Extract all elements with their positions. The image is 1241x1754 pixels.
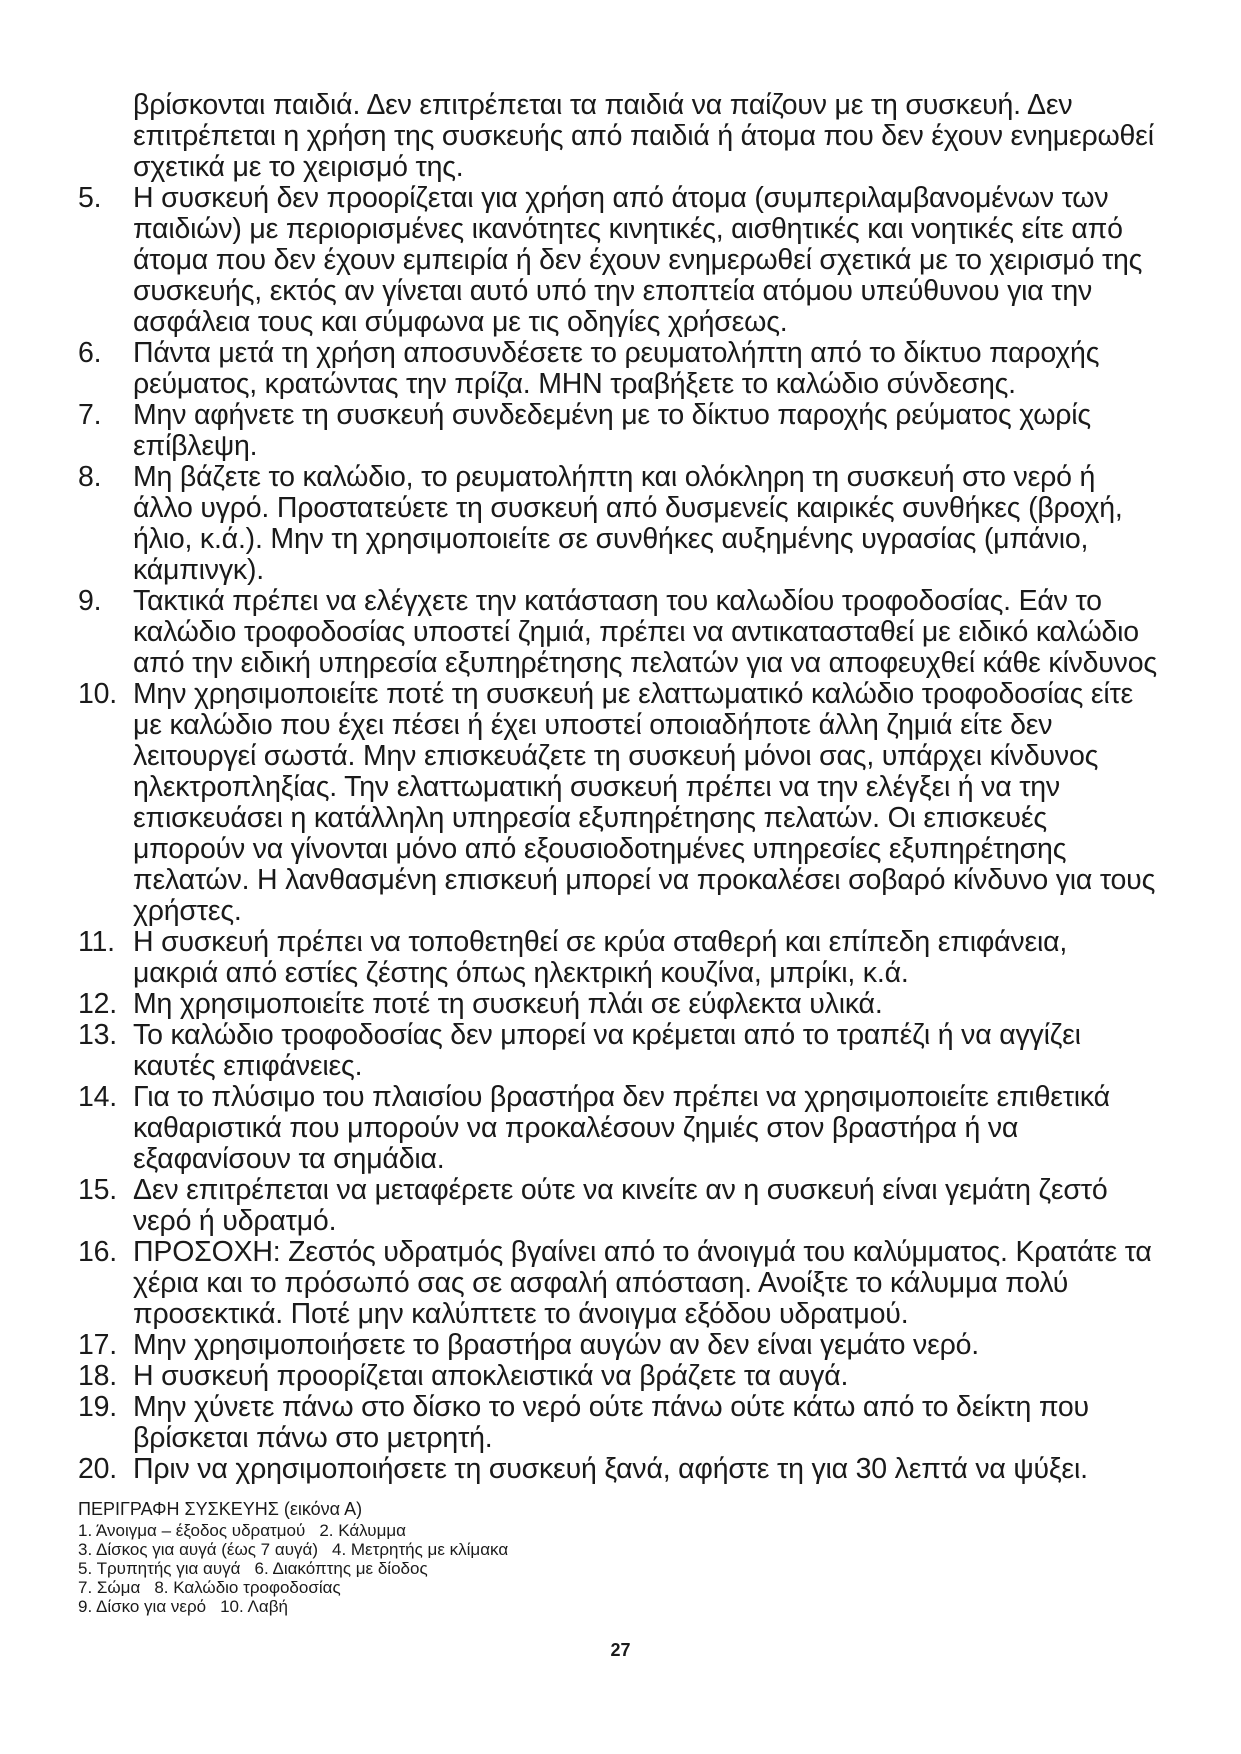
list-item <box>78 1454 1158 1485</box>
part-label: 6. Διακόπτης με δίοδος <box>254 1559 428 1578</box>
item-number: 17. <box>78 1329 118 1361</box>
item-text: Μην χρησιμοποιείτε ποτέ τη συσκευή με ελαττωματικό καλώδιο τροφοδοσίας είτε με καλώδιο που έχει πέσει ή έχει υποστεί οποιαδήποτε άλλη ζημιά είτε δεν λειτουργεί σωστά. Μην επισκευάζετε τη συσκευή μόνοι σας, υπάρχει κίνδυνος ηλεκτροπληξίας. Την ελαττωματική συσκευή πρέπει να την ελέγξει ή να την επισκευάσει η κατάλληλη υπηρεσία εξυπηρέτησης πελατών. Οι επισκευές μπορούν να γίνονται μόνο από εξουσιοδοτημένες υπηρεσίες εξυπηρέτησης πελατών. Η λανθασμένη επισκευή μπορεί να προκαλέσει σοβαρό κίνδυνο για τους χρήστες. <box>133 678 1156 927</box>
item-number: 14. <box>78 1081 118 1113</box>
list-item <box>78 1237 1158 1330</box>
list-item <box>78 927 1158 989</box>
list-item <box>78 1330 1158 1361</box>
item-text: ΠΡΟΣΟΧΗ: Ζεστός υδρατμός βγαίνει από το άνοιγμά του καλύμματος. Κρατάτε τα χέρια και το πρόσωπό σας σε ασφαλή απόσταση. Ανοίξτε το κάλυμμα πολύ προσεκτικά. Ποτέ μην καλύπτετε το άνοιγμα εξόδου υδρατμού. <box>133 1236 1152 1330</box>
list-item-continuation <box>78 90 1158 183</box>
item-number: 20. <box>78 1453 118 1485</box>
list-item <box>78 1082 1158 1175</box>
item-number: 7. <box>78 399 102 431</box>
item-text: Το καλώδιο τροφοδοσίας δεν μπορεί να κρέμεται από το τραπέζι ή να αγγίζει καυτές επιφάνειες. <box>133 1019 1081 1082</box>
safety-instructions-list <box>78 90 1158 1485</box>
item-number: 5. <box>78 182 102 214</box>
item-number: 12. <box>78 988 118 1020</box>
item-text: Πάντα μετά τη χρήση αποσυνδέσετε το ρευματολήπτη από το δίκτυο παροχής ρεύματος, κρατώντας την πρίζα. ΜΗΝ τραβήξετε το καλώδιο σύνδεσης. <box>133 337 1100 400</box>
item-number: 18. <box>78 1360 118 1392</box>
parts-row <box>78 1559 878 1578</box>
item-number: 6. <box>78 337 102 369</box>
part-label: 3. Δίσκος για αυγά (έως 7 αυγά) <box>78 1540 318 1559</box>
page-number: 27 <box>610 1640 631 1660</box>
parts-row <box>78 1540 878 1559</box>
list-item <box>78 679 1158 927</box>
list-item <box>78 183 1158 338</box>
parts-row <box>78 1578 878 1597</box>
part-label: 10. Λαβή <box>220 1597 288 1616</box>
item-text: Πριν να χρησιμοποιήσετε τη συσκευή ξανά, αφήστε τη για 30 λεπτά να ψύξει. <box>133 1453 1088 1485</box>
list-item <box>78 1392 1158 1454</box>
list-item <box>78 338 1158 400</box>
item-text: Τακτικά πρέπει να ελέγχετε την κατάσταση του καλωδίου τροφοδοσίας. Εάν το καλώδιο τροφοδοσίας υποστεί ζημιά, πρέπει να αντικατασταθεί με ειδικό καλώδιο από την ειδική υπηρεσία εξυπηρέτησης πελατών για να αποφευχθεί κάθε κίνδυνος <box>133 585 1157 679</box>
item-number: 15. <box>78 1174 118 1206</box>
item-text: Η συσκευή πρέπει να τοποθετηθεί σε κρύα σταθερή και επίπεδη επιφάνεια, μακριά από εστίες ζέστης όπως ηλεκτρική κουζίνα, μπρίκι, κ.ά. <box>133 926 1068 989</box>
item-text: Μην αφήνετε τη συσκευή συνδεδεμένη με το δίκτυο παροχής ρεύματος χωρίς επίβλεψη. <box>133 399 1091 462</box>
item-number: 9. <box>78 585 102 617</box>
part-label: 7. Σώμα <box>78 1578 141 1597</box>
item-number: 10. <box>78 678 118 710</box>
item-text: Μη χρησιμοποιείτε ποτέ τη συσκευή πλάι σε εύφλεκτα υλικά. <box>133 988 883 1020</box>
list-item <box>78 1175 1158 1237</box>
list-item <box>78 400 1158 462</box>
item-text: Η συσκευή προορίζεται αποκλειστικά να βράζετε τα αυγά. <box>133 1360 849 1392</box>
item-text: Μην χύνετε πάνω στο δίσκο το νερό ούτε πάνω ούτε κάτω από το δείκτη που βρίσκεται πάνω στο μετρητή. <box>133 1391 1089 1454</box>
part-label: 8. Καλώδιο τροφοδοσίας <box>154 1578 341 1597</box>
device-description-heading: ΠΕΡΙΓΡΑΦΗ ΣΥΣΚΕΥΗΣ (εικόνα Α) <box>78 1499 363 1519</box>
item-number: 13. <box>78 1019 118 1051</box>
list-item <box>78 1361 1158 1392</box>
item-number: 11. <box>78 926 115 958</box>
continuation-text: βρίσκονται παιδιά. Δεν επιτρέπεται τα παιδιά να παίζουν με τη συσκευή. Δεν επιτρέπεται η χρήση της συσκευής από παιδιά ή άτομα που δεν έχουν ενημερωθεί σχετικά με το χειρισμό της. <box>133 89 1154 183</box>
parts-row <box>78 1597 878 1616</box>
item-number: 19. <box>78 1391 118 1423</box>
part-label: 5. Τρυπητής για αυγά <box>78 1559 241 1578</box>
list-item <box>78 1020 1158 1082</box>
item-text: Μην χρησιμοποιήσετε το βραστήρα αυγών αν δεν είναι γεμάτο νερό. <box>133 1329 979 1361</box>
item-text: Η συσκευή δεν προορίζεται για χρήση από άτομα (συμπεριλαμβανομένων των παιδιών) με περιορισμένες ικανότητες κινητικές, αισθητικές και νοητικές είτε από άτομα που δεν έχουν εμπειρία ή δεν έχουν ενημερωθεί σχετικά με το χειρισμό της συσκευής, εκτός αν γίνεται αυτό υπό την εποπτεία ατόμου υπεύθυνου για την ασφάλεια τους και σύμφωνα με τις οδηγίες χρήσεως. <box>133 182 1143 338</box>
device-description <box>78 1498 878 1616</box>
part-label: 1. Άνοιγμα – έξοδος υδρατμού <box>78 1521 306 1540</box>
item-text: Μη βάζετε το καλώδιο, το ρευματολήπτη και ολόκληρη τη συσκευή στο νερό ή άλλο υγρό. Προστατεύετε τη συσκευή από δυσμενείς καιρικές συνθήκες (βροχή, ήλιο, κ.ά.). Μην τη χρησιμοποιείτε σε συνθήκες αυξημένης υγρασίας (μπάνιο, κάμπινγκ). <box>133 461 1123 586</box>
item-number: 16. <box>78 1236 118 1268</box>
list-item <box>78 989 1158 1020</box>
part-label: 4. Μετρητής με κλίμακα <box>331 1540 509 1559</box>
part-label: 9. Δίσκο για νερό <box>78 1597 207 1616</box>
item-text: Για το πλύσιμο του πλαισίου βραστήρα δεν πρέπει να χρησιμοποιείτε επιθετικά καθαριστικά που μπορούν να προκαλέσουν ζημιές στον βραστήρα ή να εξαφανίσουν τα σημάδια. <box>133 1081 1110 1175</box>
list-item <box>78 462 1158 586</box>
parts-row <box>78 1521 878 1540</box>
item-text: Δεν επιτρέπεται να μεταφέρετε ούτε να κινείτε αν η συσκευή είναι γεμάτη ζεστό νερό ή υδρατμό. <box>133 1174 1108 1237</box>
list-item <box>78 586 1158 679</box>
part-label: 2. Κάλυμμα <box>319 1521 406 1540</box>
item-number: 8. <box>78 461 102 493</box>
